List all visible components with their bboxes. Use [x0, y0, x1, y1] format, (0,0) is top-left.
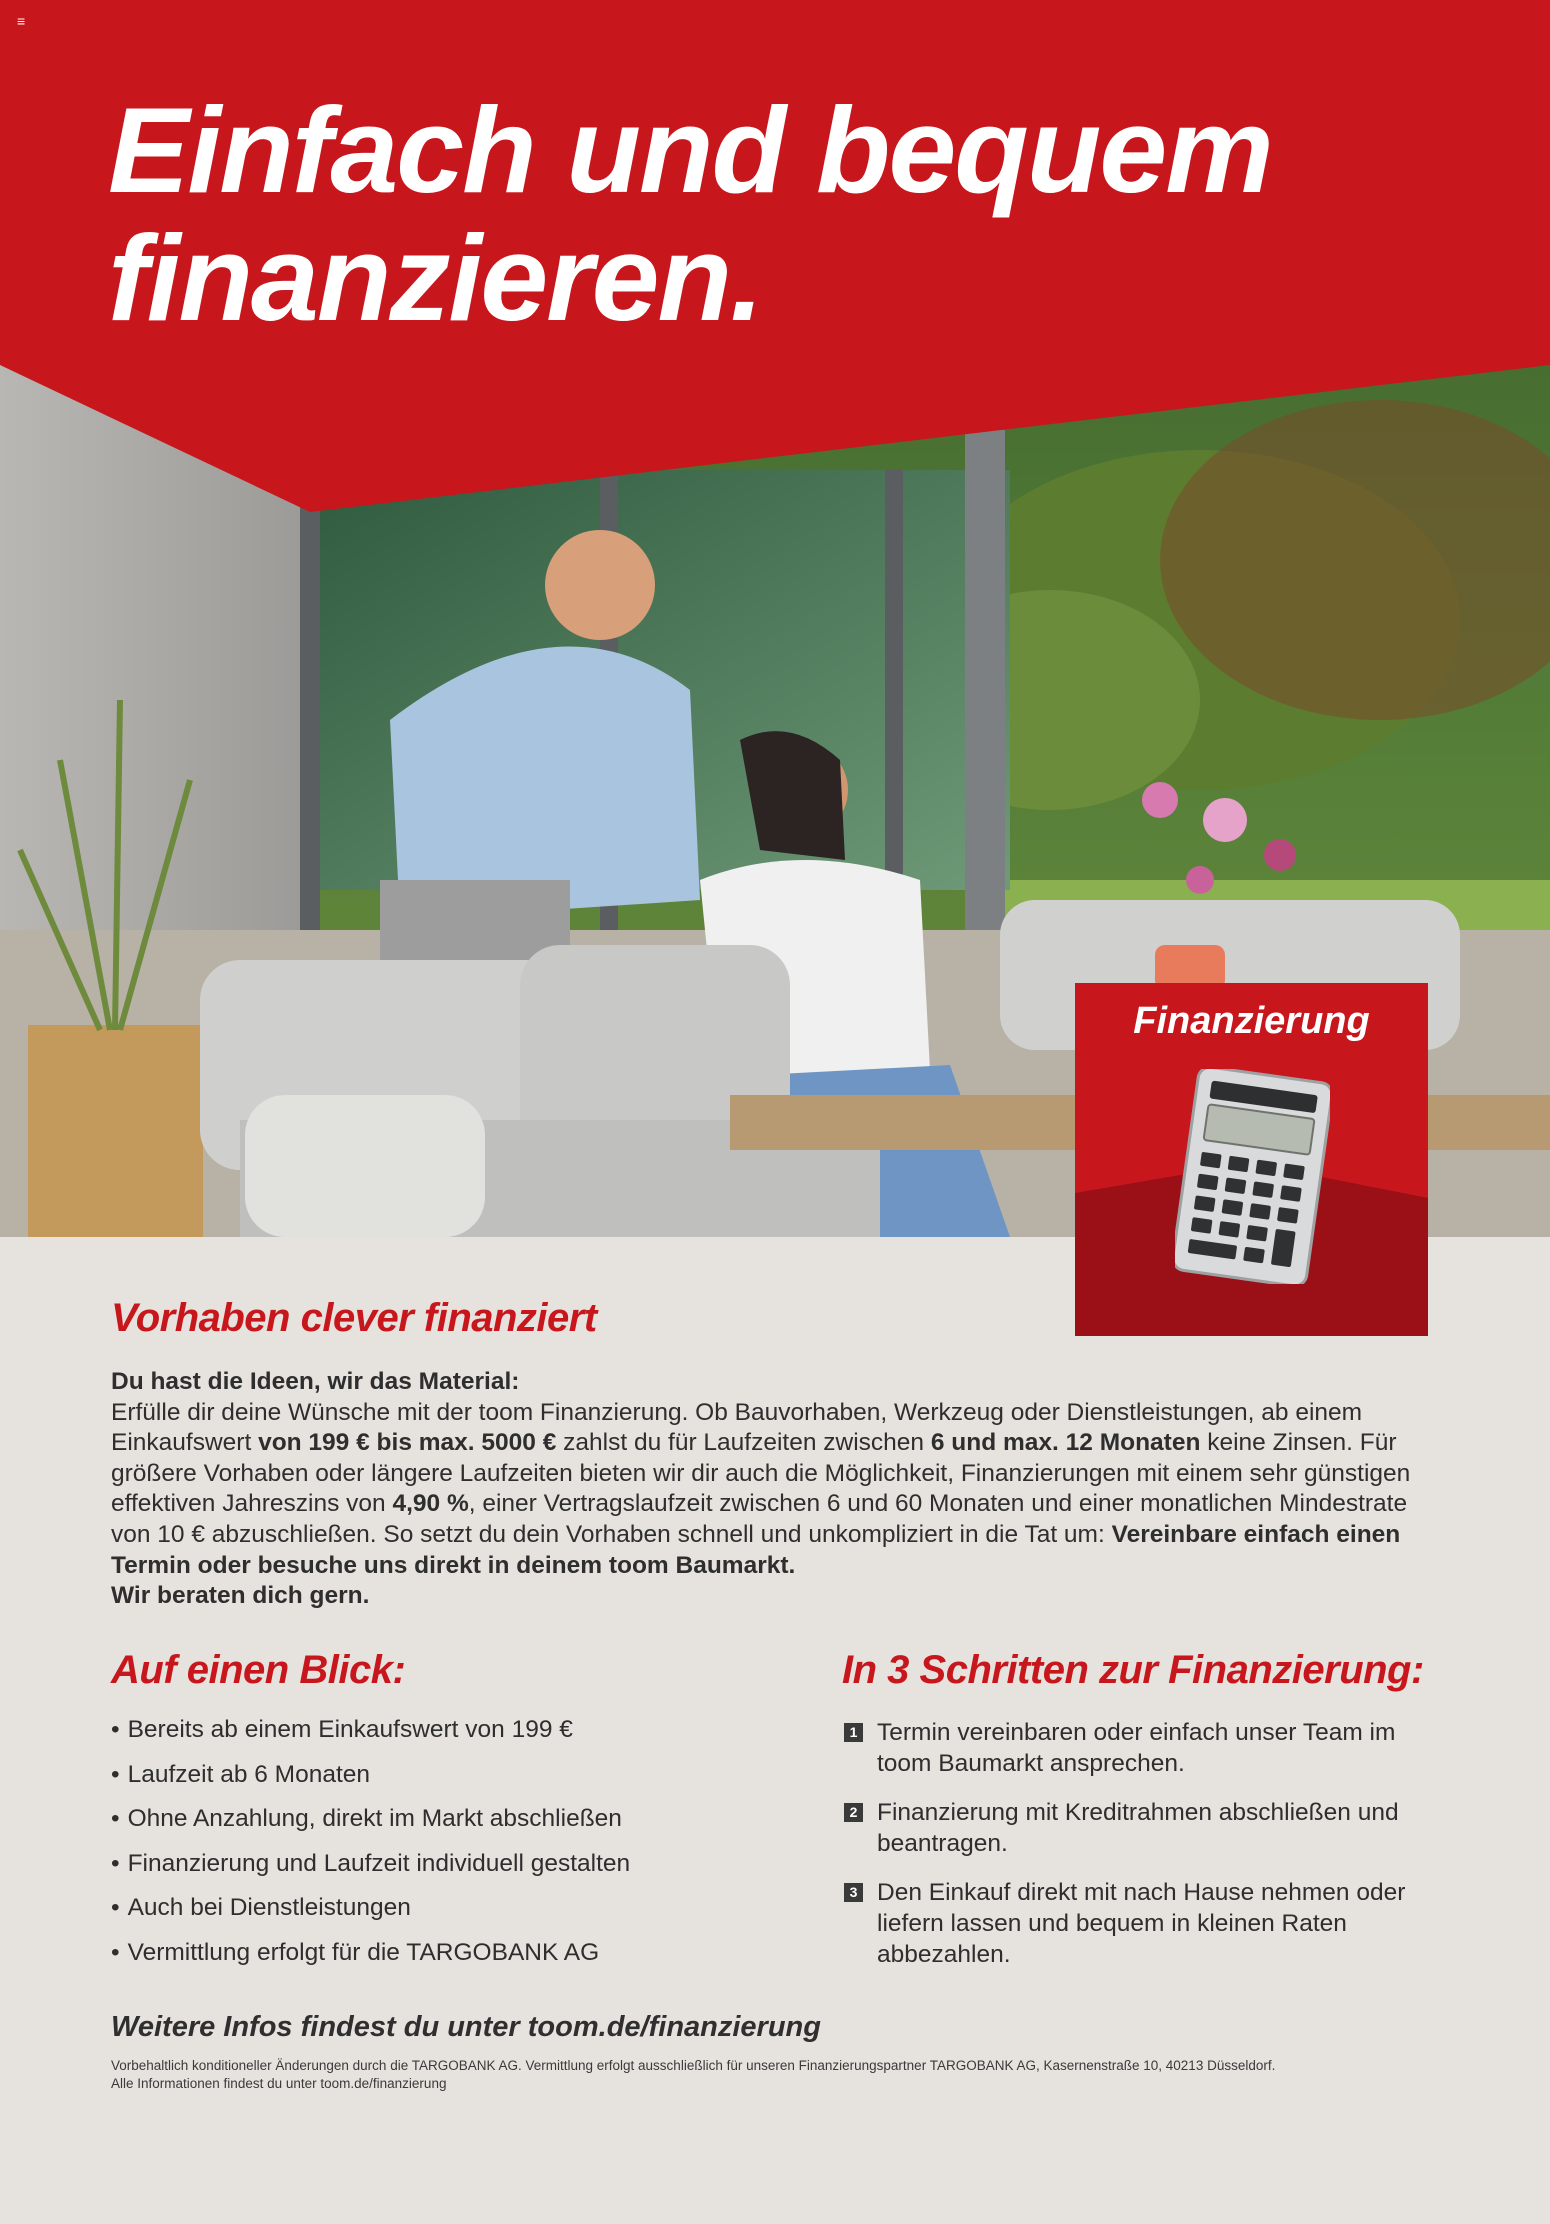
page-headline [108, 82, 1272, 346]
step-item [844, 1717, 1444, 1779]
overview-item: • Vermittlung erfolgt für die TARGOBANK AG [111, 1938, 771, 1983]
steps-list [844, 1717, 1444, 1970]
intro-price-range: von 199 € bis max. 5000 € [258, 1429, 557, 1457]
step-number-badge: 3 [844, 1883, 863, 1902]
step-number-badge: 2 [844, 1803, 863, 1822]
overview-item: • Auch bei Dienstleistungen [111, 1893, 771, 1938]
intro-text-3: keine Zinsen. Für größere Vorhaben oder längere Laufzeiten bieten wir dir auch die Möglichkeit, Finanzierungen mit einem sehr günstigen effektiven Jahreszins von [111, 1429, 1411, 1518]
disclaimer-line-2: Alle Informationen findest du unter toom.de/finanzierung [111, 2076, 447, 2091]
step-text: Den Einkauf direkt mit nach Hause nehmen oder liefern lassen und bequem in kleinen Raten abbezahlen. [877, 1879, 1406, 1968]
calculator-icon [1175, 1069, 1330, 1284]
step-text: Finanzierung mit Kreditrahmen abschließen und beantragen. [877, 1799, 1399, 1857]
overview-item: • Laufzeit ab 6 Monaten [111, 1760, 771, 1805]
intro-interest-rate: 4,90 % [392, 1490, 469, 1518]
headline-line-2: finanzieren. [108, 210, 762, 346]
intro-text [111, 1367, 1441, 1612]
section-title-financing: Vorhaben clever finanziert [111, 1296, 597, 1340]
step-text: Termin vereinbaren oder einfach unser Team im toom Baumarkt ansprechen. [877, 1719, 1396, 1777]
badge-title: Finanzierung [1133, 1000, 1370, 1042]
intro-duration: 6 und max. 12 Monaten [930, 1429, 1201, 1457]
step-item [844, 1797, 1444, 1859]
steps-title: In 3 Schritten zur Finanzierung: [842, 1648, 1424, 1692]
legal-disclaimer [111, 2057, 1461, 2093]
overview-title: Auf einen Blick: [111, 1648, 406, 1692]
overview-item: • Finanzierung und Laufzeit individuell gestalten [111, 1849, 771, 1894]
intro-paragraph [111, 1398, 1441, 1582]
intro-lead: Du hast die Ideen, wir das Material: [111, 1368, 520, 1395]
intro-text-4: , einer Vertragslaufzeit zwischen 6 und 60 Monaten und einer monatlichen Mindestrate von 10 € abzuschließen. So setzt du dein Vorhaben schnell und unkompliziert in die Tat um: [111, 1490, 1408, 1548]
step-item [844, 1877, 1444, 1970]
menu-icon: ≡ [17, 13, 26, 29]
intro-call-to-action: Vereinbare einfach einen Termin oder besuche uns direkt in deinem toom Baumarkt. [111, 1520, 1401, 1579]
overview-item: • Ohne Anzahlung, direkt im Markt abschließen [111, 1804, 771, 1849]
overview-list [111, 1715, 771, 1982]
financing-badge [1075, 983, 1428, 1336]
intro-text-2: zahlst du für Laufzeiten zwischen [556, 1429, 931, 1457]
step-number-badge: 1 [844, 1723, 863, 1742]
disclaimer-line-1: Vorbehaltlich konditioneller Änderungen durch die TARGOBANK AG. Vermittlung erfolgt ausschließlich für unseren Finanzierungspartner TARGOBANK AG, Kasernenstraße 10, 40213 Düsseldorf. [111, 2058, 1276, 2073]
intro-closing: Wir beraten dich gern. [111, 1582, 370, 1610]
headline-line-1: Einfach und bequem [108, 82, 1272, 218]
overview-item: • Bereits ab einem Einkaufswert von 199 € [111, 1715, 771, 1760]
more-info-link[interactable]: Weitere Infos findest du unter toom.de/finanzierung [111, 2011, 821, 2043]
intro-text-1: Erfülle dir deine Wünsche mit der toom Finanzierung. Ob Bauvorhaben, Werkzeug oder Dienstleistungen, ab einem Einkaufswert [111, 1398, 1363, 1457]
